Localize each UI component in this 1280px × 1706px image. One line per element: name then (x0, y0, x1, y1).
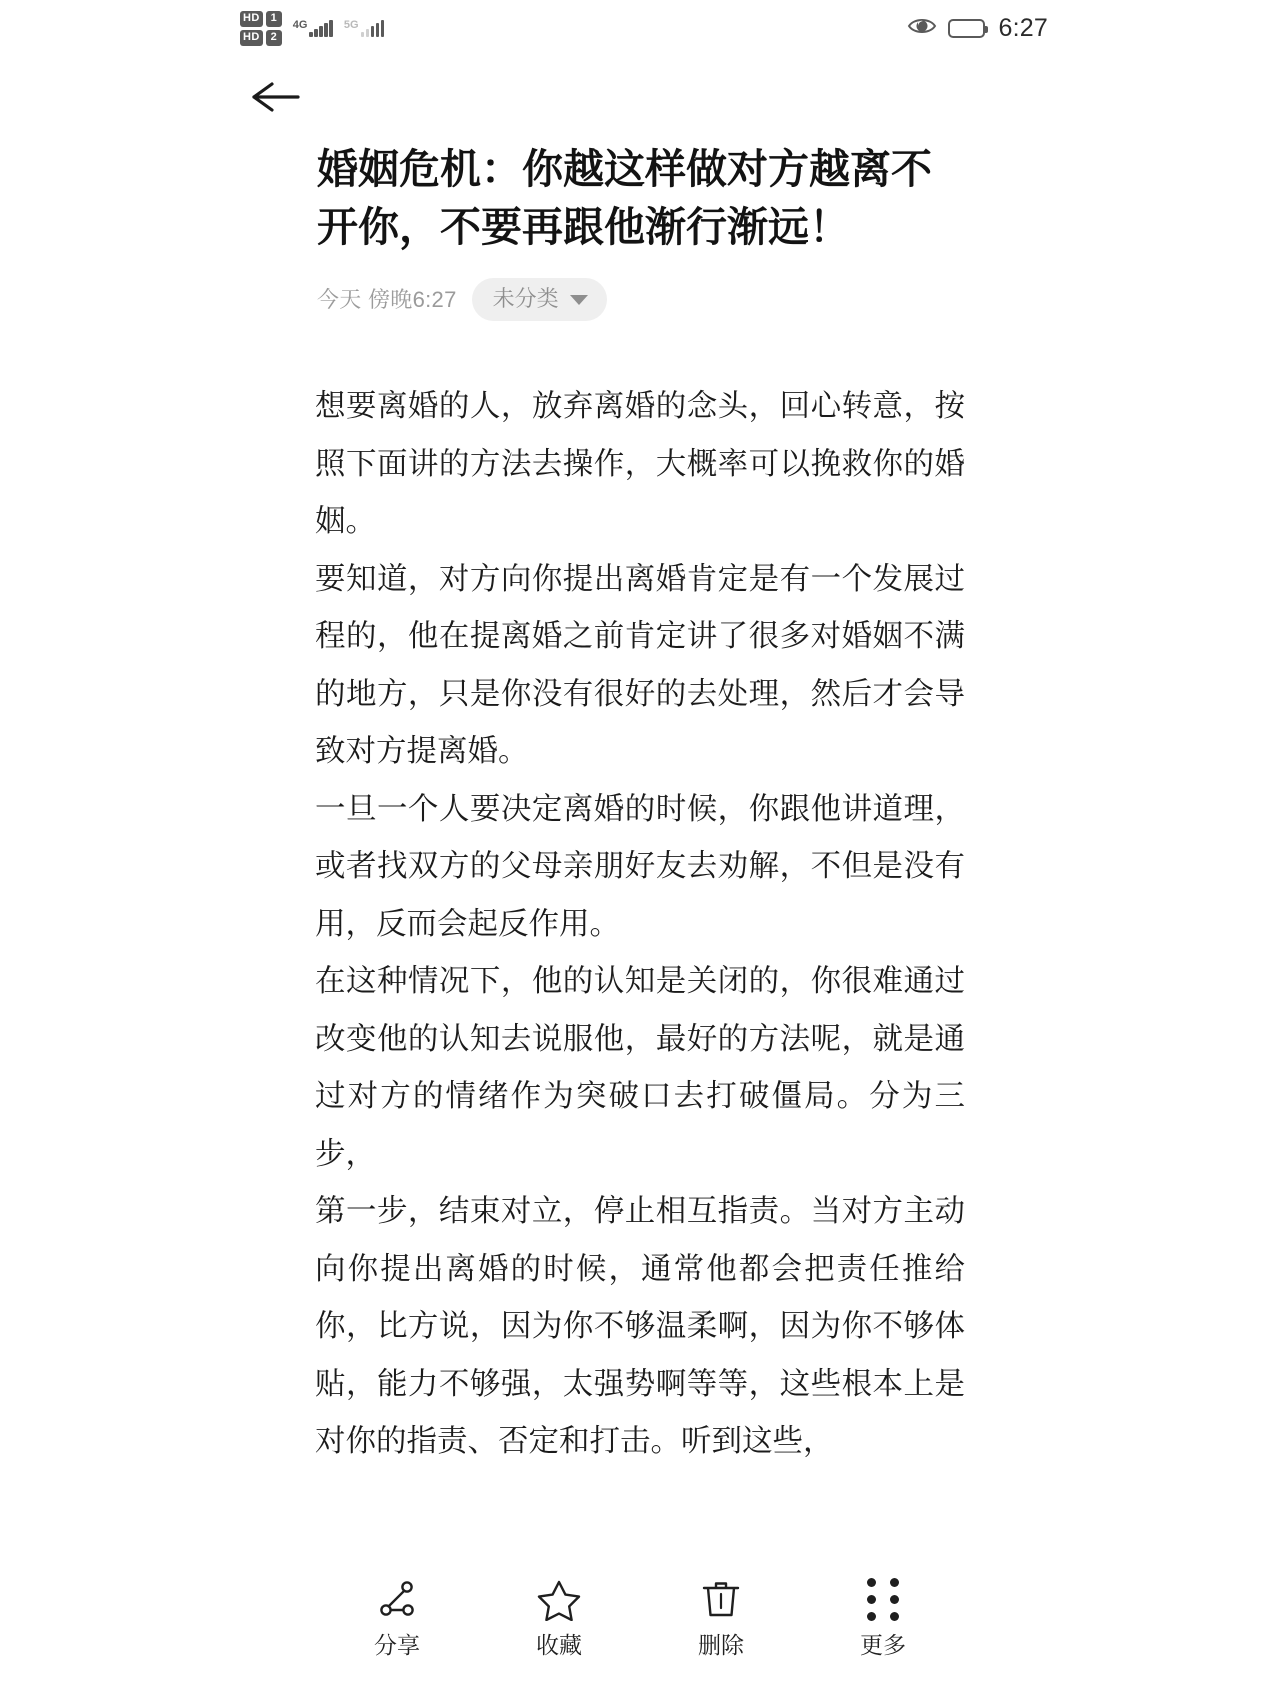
page-title: 婚姻危机：你越这样做对方越离不开你，不要再跟他渐行渐远！ (317, 146, 932, 251)
network-type-label-2: 5G (343, 19, 359, 31)
sim2-row (240, 30, 282, 46)
signal-group-2 (344, 19, 384, 37)
signal-group-1 (293, 19, 333, 37)
share-label: 分享 (374, 1632, 420, 1658)
trash-icon (700, 1576, 742, 1622)
article-paragraph: 在这种情况下，他的认知是关闭的，你很难通过改变他的认知去说服他，最好的方法呢，就是通过对方的情绪作为突破口去打破僵局。分为三步， (315, 964, 965, 1171)
star-icon (536, 1576, 582, 1622)
article-paragraph: 一旦一个人要决定离婚的时候，你跟他讲道理，或者找双方的父母亲朋好友去劝解，不但是没有用，反而会起反作用。 (315, 791, 965, 941)
signal-bars-icon-2 (361, 19, 385, 37)
sim1-row (240, 11, 282, 27)
category-label: 未分类 (492, 286, 559, 312)
article-body (0, 378, 1280, 1471)
delete-button[interactable] (640, 1576, 802, 1657)
more-button[interactable] (802, 1576, 964, 1657)
bottom-toolbar (0, 1558, 1280, 1706)
sim-1-icon: 1 (266, 11, 282, 27)
article-timestamp: 今天 傍晚6:27 (317, 286, 457, 312)
more-dots-icon (867, 1576, 899, 1622)
category-selector[interactable] (472, 278, 607, 321)
dual-sim-indicators (240, 11, 282, 46)
status-bar-right (907, 15, 1048, 42)
nav-bar (0, 56, 1280, 140)
status-bar-clock: 6:27 (998, 13, 1048, 42)
article-meta-row (317, 278, 965, 321)
eye-comfort-icon (907, 15, 937, 42)
hd-badge-icon: HD (240, 11, 263, 27)
chevron-down-icon (570, 295, 588, 305)
share-button[interactable] (316, 1576, 478, 1657)
article-paragraph: 要知道，对方向你提出离婚肯定是有一个发展过程的，他在提离婚之前肯定讲了很多对婚姻不满的地方，只是你没有很好的去处理，然后才会导致对方提离婚。 (315, 561, 965, 768)
network-type-label-1: 4G (292, 19, 308, 31)
signal-bars-icon-1 (309, 19, 333, 37)
article-header (0, 140, 1280, 321)
back-arrow-icon (250, 77, 302, 122)
back-button[interactable] (250, 70, 316, 128)
hd-badge-icon-2: HD (240, 30, 263, 46)
battery-icon (948, 19, 985, 38)
favorite-button[interactable] (478, 1576, 640, 1657)
delete-label: 删除 (698, 1632, 744, 1658)
sim-2-icon: 2 (266, 30, 282, 46)
article-paragraph: 想要离婚的人，放弃离婚的念头，回心转意，按照下面讲的方法去操作，大概率可以挽救你的婚姻。 (315, 389, 965, 538)
status-bar (0, 0, 1280, 56)
body-fade-mask (0, 1546, 1280, 1558)
share-icon (375, 1576, 419, 1622)
status-bar-left (240, 11, 384, 46)
article-paragraph: 第一步，结束对立，停止相互指责。当对方主动向你提出离婚的时候，通常他都会把责任推给你，比方说，因为你不够温柔啊，因为你不够体贴，能力不够强，太强势啊等等，这些根本上是对你的指责、否定和打击。听到这些， (315, 1194, 965, 1458)
favorite-label: 收藏 (536, 1632, 582, 1658)
more-label: 更多 (860, 1632, 906, 1658)
